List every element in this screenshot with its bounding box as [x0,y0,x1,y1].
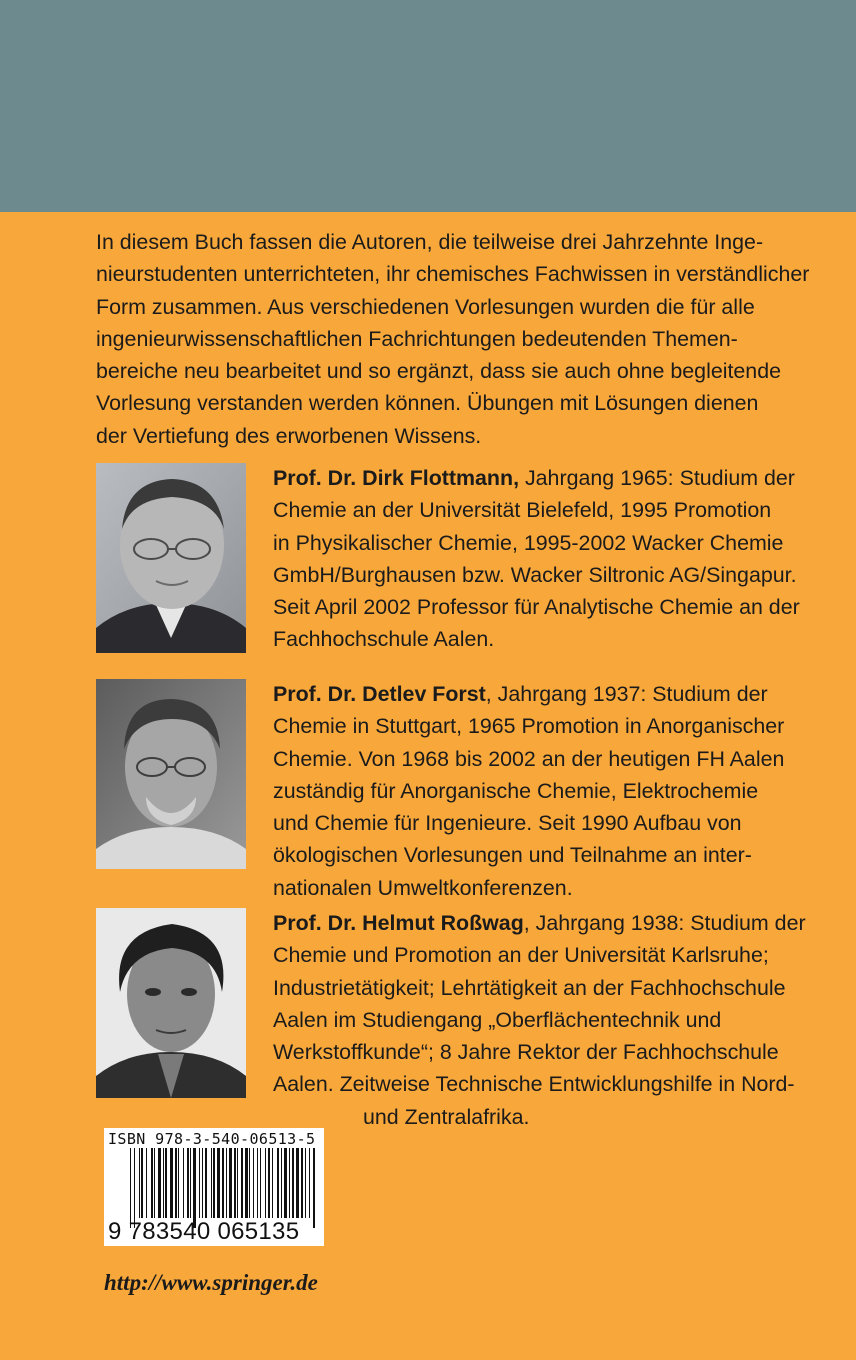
bio-line: Industrietätigkeit; Lehrtätigkeit an der Fachhochschule [273,975,786,1000]
publisher-url[interactable]: http://www.springer.de [104,1270,318,1295]
intro-paragraph [96,226,810,452]
bio-line: Chemie in Stuttgart, 1965 Promotion in Anorganischer [273,714,785,739]
intro-line: Form zusammen. Aus verschiedenen Vorlesungen wurden die für alle [96,294,755,319]
intro-line: Vorlesung verstanden werden können. Übungen mit Lösungen dienen [96,391,759,416]
bio-line: in Physikalischer Chemie, 1995-2002 Wacker Chemie [273,530,784,555]
bio-line: und Zentralafrika. [363,1104,530,1129]
isbn-label: ISBN 978-3-540-06513-5 [108,1130,316,1148]
bio-line: Chemie. Von 1968 bis 2002 an der heutigen FH Aalen [273,746,785,771]
bio-line: Aalen. Zeitweise Technische Entwicklungshilfe in Nord- [273,1072,795,1097]
barcode-bar [249,1148,250,1218]
barcode-bar [193,1148,196,1228]
bio-line: GmbH/Burghausen bzw. Wacker Siltronic AG/Singapur. [273,562,797,587]
author-name: Prof. Dr. Detlev Forst [273,682,486,706]
barcode-bar [245,1148,248,1218]
barcode-bar [253,1148,254,1218]
barcode-bar [265,1148,266,1218]
bio-line: Werkstoffkunde“; 8 Jahre Rektor der Fachhochschule [273,1040,779,1065]
barcode-bar [130,1148,131,1228]
barcode-bar [260,1148,261,1218]
portrait-image [96,908,246,1098]
barcode-bar [237,1148,238,1218]
barcode-bar [178,1148,179,1218]
barcode-bar [229,1148,232,1218]
barcode-bar [202,1148,203,1218]
barcode-bar [183,1148,184,1218]
intro-line: ingenieurwissenschaftlichen Fachrichtungen bedeutenden Themen- [96,326,738,351]
barcode-bar [211,1148,212,1218]
bio-line: zuständig für Anorganische Chemie, Elektrochemie [273,778,759,803]
barcode-bar [205,1148,207,1218]
barcode-bar [165,1148,167,1218]
barcode-bar [163,1148,164,1218]
barcode-bar [146,1148,147,1218]
author-photo-flottmann [96,463,246,653]
barcode-bar [213,1148,215,1218]
barcode-bar [281,1148,282,1218]
intro-line: nieurstudenten unterrichteten, ihr chemisches Fachwissen in verständlicher [96,262,810,287]
barcode-bar [313,1148,315,1228]
barcode-bar [292,1148,294,1218]
author-photo-forst [96,679,246,869]
bio-first-line [273,462,818,494]
author-name: Prof. Dr. Helmut Roßwag [273,911,524,935]
bio-first-line [273,907,818,939]
barcode-bar [301,1148,303,1218]
barcode-bar [190,1148,191,1218]
author-bio-flottmann [273,462,818,656]
barcode-bar [289,1148,290,1218]
barcode-bar [296,1148,299,1218]
barcode-bar [305,1148,306,1218]
barcode-bar [170,1148,173,1218]
barcode-bar [158,1148,161,1218]
author-photo-rosswag [96,908,246,1098]
barcode-bar [241,1148,243,1218]
barcode-bar [151,1148,153,1218]
barcode-bar [277,1148,279,1218]
barcode-bar [187,1148,189,1218]
bio-text: Jahrgang 1965: Studium der [519,466,795,490]
barcode-bar [309,1148,310,1218]
isbn-barcode [104,1128,324,1246]
barcode-bar [284,1148,287,1218]
barcode-bar [217,1148,220,1218]
bio-line: Aalen im Studiengang „Oberflächentechnik und [273,1007,722,1032]
barcode-bar [222,1148,224,1218]
bio-line: und Chemie für Ingenieure. Seit 1990 Aufbau von [273,811,742,836]
author-bio-forst [273,678,818,904]
author-bio-rosswag [273,907,818,1133]
ean-digits: 9 783540 065135 [108,1218,300,1245]
barcode-bar [175,1148,177,1218]
barcode-bar [234,1148,236,1218]
bio-text: , Jahrgang 1938: Studium der [523,911,806,935]
bio-line: ökologischen Vorlesungen und Teilnahme an inter- [273,843,752,868]
barcode-bar [257,1148,258,1218]
intro-line: In diesem Buch fassen die Autoren, die teilweise drei Jahrzehnte Inge- [96,230,764,254]
bio-line: Fachhochschule Aalen. [273,627,495,652]
portrait-image [96,679,246,869]
bio-first-line [273,678,818,710]
bio-text: , Jahrgang 1937: Studium der [485,682,768,706]
bio-line: Chemie und Promotion an der Universität Karlsruhe; [273,943,769,968]
author-name: Prof. Dr. Dirk Flottmann, [273,466,520,490]
barcode-bar [272,1148,273,1218]
bio-line: nationalen Umweltkonferenzen. [273,875,573,900]
bio-line: Chemie an der Universität Bielefeld, 1995 Promotion [273,498,772,523]
barcode-bar [139,1148,140,1218]
intro-line: bereiche neu bearbeitet und so ergänzt, dass sie auch ohne begleitende [96,359,782,384]
bio-line: Seit April 2002 Professor für Analytische Chemie an der [273,595,800,620]
cover-top-band [0,0,856,212]
barcode-bar [268,1148,270,1218]
barcode-bar [226,1148,227,1218]
barcode-bar [134,1148,135,1228]
barcode-bar [199,1148,200,1218]
barcode-bar [154,1148,155,1218]
intro-line: der Vertiefung des erworbenen Wissens. [96,423,482,448]
barcode-bar [141,1148,143,1218]
portrait-image [96,463,246,653]
